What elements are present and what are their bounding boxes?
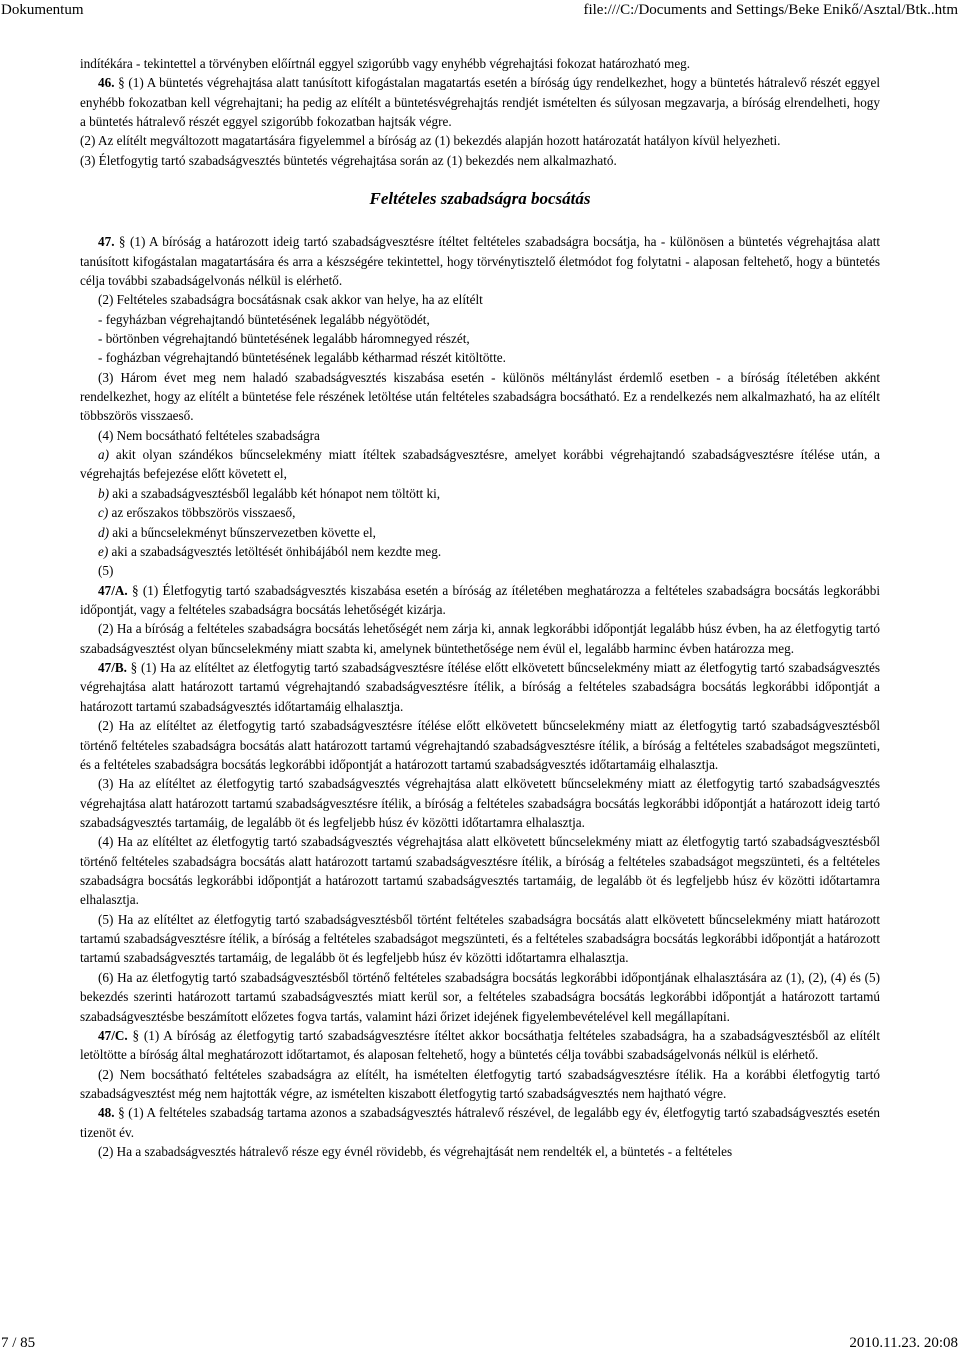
section-sign: §	[118, 234, 126, 250]
list-item: - fegyházban végrehajtandó büntetésének legalább négyötödét,	[98, 311, 430, 327]
paragraph: (4) Ha az elítéltet az életfogytig tartó szabadságvesztés végrehajtása alatt elkövetett bűncselekmény miatt az életfogytig tartó szabadságvesztésből történő feltételes szabadságra bocsátás alatt határozott tartamú szabadságvesztésre ítélik, a bíróság a feltételes szabadságot megszünteti, és a feltételes szabadságra bocsátás legkorábbi időpontját a határozott tartamú szabadságvesztés tartamáig, de legalább öt és legfeljebb húsz év közötti időtartamra elhalasztja.	[80, 834, 880, 908]
page-number: 7 / 85	[1, 1335, 36, 1351]
paragraph: (3) Három évet meg nem haladó szabadságvesztés kiszabása esetén - különös méltánylást érdemlő esetben - a bíróság ítéletében akként rendelkezhet, hogy az elítélt a büntetése fele részének letöltése után feltételes szabadságra bocsátható. Ez a rendelkezés nem alkalmazható, ha az elítélt többszörös visszaeső.	[80, 369, 880, 424]
paragraph: 46. § (1) A büntetés végrehajtása alatt tanúsított kifogástalan magatartás esetén a bíróság úgy rendelkezhet, hogy a büntetés hátralevő részét eggyel enyhébb fokozatban kell végrehajtani; ha pedig az elítélt a büntetésvégrehajtás rendjét ismételten és súlyosan megzavarja, a bíróság elrendelheti, hogy a büntetés hátralevő részét eggyel szigorúbb fokozatban hajtsák végre.	[80, 75, 880, 130]
section-number: 47/B.	[98, 660, 127, 676]
paragraph: indítékára - tekintettel a törvényben előírtnál eggyel szigorúbb vagy enyhébb végrehajtási fokozat határozható meg.	[80, 56, 691, 71]
section-number: 47.	[98, 234, 115, 250]
paragraph: (3) Életfogytig tartó szabadságvesztés büntetés végrehajtása során az (1) bekezdés nem alkalmazható.	[80, 152, 617, 168]
list-item: a) akit olyan szándékos bűncselekmény miatt ítéltek szabadságvesztésre, amelyet korábbi végrehajtandó szabadságvesztésre ítélése után, a végrehajtás befejezése előtt követett el,	[80, 447, 881, 482]
list-item: - börtönben végrehajtandó büntetésének legalább háromnegyed részét,	[98, 330, 470, 346]
paragraph: (4) Nem bocsátható feltételes szabadságra	[98, 427, 320, 443]
paragraph: (6) Ha az életfogytig tartó szabadságvesztésből történő feltételes szabadságra bocsátás legkorábbi időpontjának elhalasztására az (1), (2), (4) és (5) bekezdés szerinti határozott tartamú szabadságvesztés miatt kerül sor, a feltételes szabadságra bocsátás legkorábbi időpontját a határozott tartamú szabadságvesztésbe beszámított előzetes fogva tartás, valamint házi őrizet idejének figyelembevételével kell megállapítani.	[80, 969, 880, 1024]
header-file-path: file:///C:/Documents and Settings/Beke Enikő/Asztal/Btk..htm	[583, 2, 958, 18]
list-item: b) aki a szabadságvesztésből legalább két hónapot nem töltött ki,	[98, 485, 441, 501]
section-sign: §	[130, 660, 138, 676]
paragraph: (2) Ha a bíróság a feltételes szabadságra bocsátás lehetőségét nem zárja ki, annak legkorábbi időpontját legalább húsz évben, ha az életfogytig tartó szabadságvesztést olyan bűncselekmény miatt szabta ki, amelynek büntethetősége nem évül el, legalább harminc évben határozza meg.	[80, 621, 880, 656]
paragraph: 47/C. § (1) A bíróság az életfogytig tartó szabadságvesztésre ítéltet akkor bocsáthatja feltételes szabadságra, ha a szabadságvesztésből az elítélt letöltötte a bíróság által meghatározott időtartamot, és alaposan feltehető, hogy a büntetés célja további szabadságelvonás nélkül is elérhető.	[80, 1027, 880, 1063]
header-title: Dokumentum	[1, 2, 84, 18]
paragraph: (5)	[98, 563, 114, 579]
list-letter: a)	[98, 447, 109, 463]
section-sign: §	[118, 75, 125, 91]
list-letter: b)	[98, 485, 109, 501]
section-sign: §	[118, 1105, 125, 1121]
section-sign: §	[132, 1027, 140, 1043]
section-number: 47/A.	[98, 582, 128, 598]
print-timestamp: 2010.11.23. 20:08	[849, 1335, 958, 1351]
list-item: c) az erőszakos többszörös visszaeső,	[98, 505, 296, 521]
section-number: 46.	[98, 75, 115, 91]
section-heading: Feltételes szabadságra bocsátás	[369, 189, 591, 209]
paragraph: (2) Az elítélt megváltozott magatartására figyelemmel a bíróság az (1) bekezdés alapján hozott határozatát hatályon kívül helyezheti.	[80, 133, 781, 149]
paragraph: (2) Feltételes szabadságra bocsátásnak csak akkor van helye, ha az elítélt	[98, 292, 483, 308]
list-item: - fogházban végrehajtandó büntetésének legalább kétharmad részét kitöltötte.	[98, 350, 506, 366]
section-sign: §	[131, 582, 139, 598]
paragraph: 48. § (1) A feltételes szabadság tartama azonos a szabadságvesztés hátralevő részével, de legalább egy év, életfogytig tartó szabadságvesztés esetén tizenöt év.	[80, 1105, 880, 1140]
paragraph: 47/A. § (1) Életfogytig tartó szabadságvesztés kiszabása esetén a bíróság az ítéletében meghatározza a feltételes szabadságra bocsátás legkorábbi időpontját, vagy a feltételes szabadságra bocsátás lehetőségét kizárja.	[80, 582, 880, 617]
list-letter: c)	[98, 505, 109, 521]
section-number: 48.	[98, 1105, 115, 1121]
paragraph: 47. § (1) A bíróság a határozott ideig tartó szabadságvesztésre ítéltet feltételes szabadságra bocsátja, ha - különösen a büntetés végrehajtása alatt tanúsított kifogástalan magatartására és arra a készségére tekintettel, hogy törvénytisztelő életmódot fog folytatni - alaposan feltehető, hogy a büntetés célja további szabadságelvonás nélkül is elérhető.	[80, 234, 881, 288]
list-item: e) aki a szabadságvesztés letöltését önhibájából nem kezdte meg.	[98, 543, 442, 559]
paragraph: 47/B. § (1) Ha az elítéltet az életfogytig tartó szabadságvesztésre ítélése előtt elkövetett bűncselekmény miatt az életfogytig tartó szabadságvesztés végrehajtása alatt határozott tartamú végrehajtandó szabadságvesztésre ítélik, a bíróság a feltételes szabadságra bocsátás legkorábbi időpontját a határozott tartamú szabadságvesztés időtartamáig elhalasztja.	[80, 660, 880, 714]
paragraph: (5) Ha az elítéltet az életfogytig tartó szabadságvesztésből történt feltételes szabadságra bocsátás alatt elkövetett bűncselekmény miatt határozott tartamú szabadságvesztésre ítélik, a bíróság a feltételes szabadságot megszünteti, és a feltételes szabadságra bocsátás legkorábbi időpontját a határozott tartamú szabadságvesztés tartamáig, de legalább öt és legfeljebb húsz év közötti időtartamra elhalasztja.	[80, 911, 880, 966]
paragraph: (3) Ha az elítéltet az életfogytig tartó szabadságvesztés végrehajtása alatt elkövetett bűncselekmény miatt az életfogytig tartó szabadságvesztés végrehajtása alatt határozott tartamú szabadságvesztésre ítélik, a bíróság a feltételes szabadságra bocsátás legkorábbi időpontját a határozott ideig tartó szabadságvesztés tartamáig, de legalább öt és legfeljebb húsz év közötti időtartamra elhalasztja.	[80, 776, 880, 830]
list-letter: e)	[98, 543, 109, 559]
paragraph: (2) Ha az elítéltet az életfogytig tartó szabadságvesztésre ítélése előtt elkövetett bűncselekmény miatt az életfogytig tartó szabadságvesztésből történő feltételes szabadságra bocsátás alatt határozott tartamú végrehajtandó szabadságvesztésre ítélik, a bíróság a feltételes szabadságot megszünteti, és a feltételes szabadságra bocsátás legkorábbi időpontját a határozott tartamú szabadságvesztés időtartamáig elhalasztja.	[80, 718, 880, 772]
list-letter: d)	[98, 524, 109, 540]
paragraph: (2) Ha a szabadságvesztés hátralevő része egy évnél rövidebb, és végrehajtását nem rendelték el, a büntetés - a feltételes	[98, 1144, 733, 1160]
paragraph: (2) Nem bocsátható feltételes szabadságra az elítélt, ha ismételten életfogytig tartó szabadságvesztésre ítélik. Ha a korábbi életfogytig tartó szabadságvesztést még nem hajtották végre, az ismételten kiszabott életfogytig tartó szabadságvesztés nem hajtható végre.	[80, 1066, 880, 1101]
list-item: d) aki a bűncselekményt bűnszervezetben követte el,	[98, 524, 376, 540]
document-body	[80, 54, 880, 1161]
section-number: 47/C.	[98, 1027, 128, 1043]
